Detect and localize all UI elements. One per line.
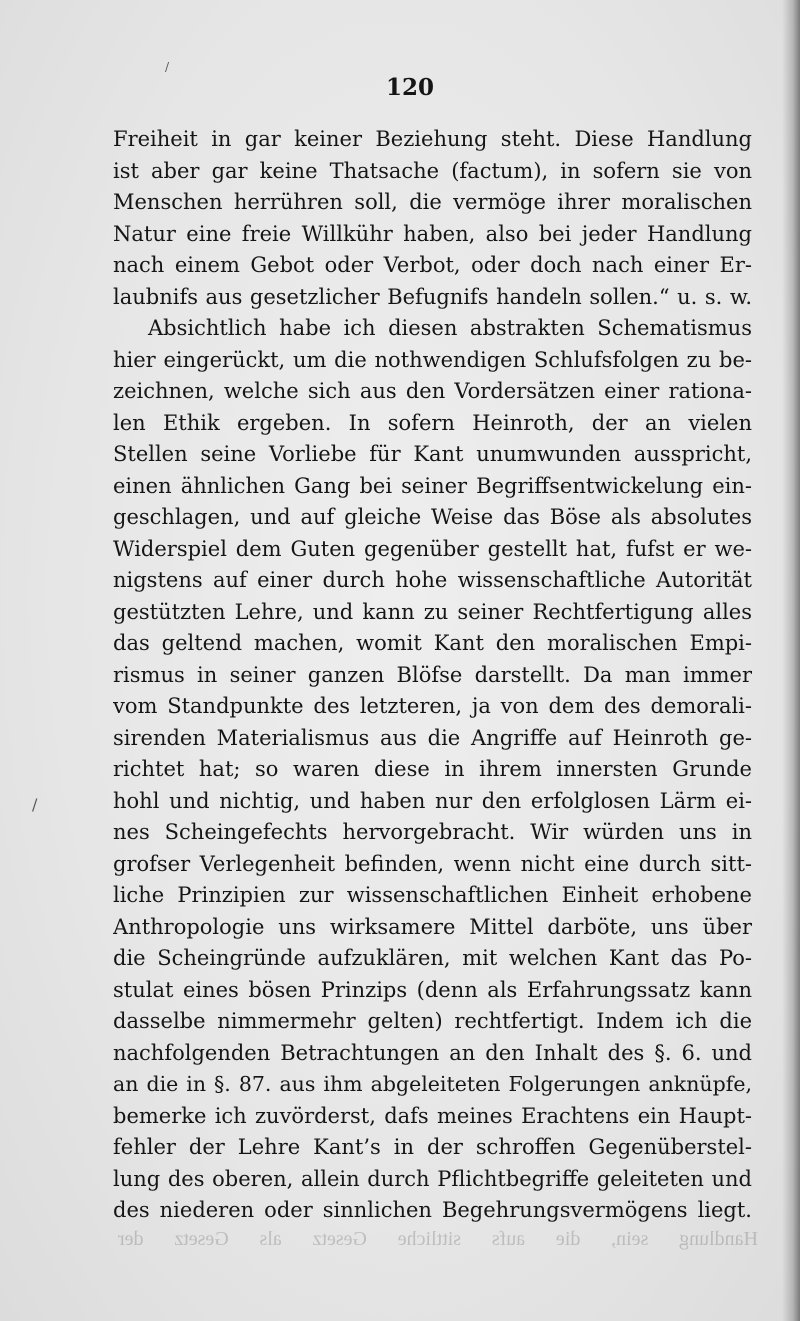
text-line: Freiheit in gar keiner Beziehung steht. Diese Handlung [113, 127, 752, 151]
text-line: zeichnen, welche sich aus den Vordersätzen einer rationa- [113, 379, 752, 403]
text-line: Menschen herrühren soll, die vermöge ihrer moralischen [113, 190, 752, 214]
page-number: 120 [385, 74, 434, 101]
margin-mark: / [32, 795, 38, 814]
text-line: lung des oberen, allein durch Pflichtbegriffe geleiteten und [113, 1166, 752, 1191]
text-line: nigstens auf einer durch hohe wissenschaftliche Autorität [113, 568, 752, 592]
text-line: fehler der Lehre Kant’s in der schroffen Gegenüberstel- [113, 1135, 752, 1159]
text-line: laubnifs aus gesetzlicher Befugnifs handeln sollen.“ u. s. w. [113, 284, 752, 309]
text-line: hier eingerückt, um die nothwendigen Schlufsfolgen zu be- [113, 347, 752, 372]
text-line: die Scheingründe aufzuklären, mit welchen Kant das Po- [113, 946, 752, 970]
text-line: nachfolgenden Betrachtungen an den Inhalt des §. 6. und [113, 1040, 752, 1065]
text-line: liche Prinzipien zur wissenschaftlichen Einheit erhobene [113, 883, 752, 907]
text-line: nach einem Gebot oder Verbot, oder doch nach einer Er- [113, 253, 752, 277]
text-line: Anthropologie uns wirksamere Mittel darböte, uns über [113, 914, 752, 939]
text-line: einen ähnlichen Gang bei seiner Begriffsentwickelung ein- [113, 473, 752, 498]
text-line: dasselbe nimmermehr gelten) rechtfertigt. Indem ich die [113, 1009, 752, 1033]
page-edge-shadow [782, 0, 800, 1321]
text-line: Widerspiel dem Guten gegenüber gestellt hat, fufst er we- [113, 536, 752, 561]
text-line: sirenden Materialismus aus die Angriffe auf Heinroth ge- [113, 725, 752, 750]
text-line: ist aber gar keine Thatsache (factum), in sofern sie von [113, 158, 752, 183]
text-line: an die in §. 87. aus ihm abgeleiteten Folgerungen anknüpfe, [113, 1072, 752, 1096]
text-line: nes Scheingefechts hervorgebracht. Wir würden uns in [113, 820, 752, 844]
text-line: Stellen seine Vorliebe für Kant unumwunden ausspricht, [113, 442, 752, 466]
text-line: das geltend machen, womit Kant den moralischen Empi- [113, 631, 752, 655]
text-line: grofser Verlegenheit befinden, wenn nicht eine durch sitt- [113, 851, 752, 876]
margin-mark: / [165, 60, 170, 74]
text-line: des niederen oder sinnlichen Begehrungsvermögens liegt. [113, 1198, 752, 1222]
text-line: stulat eines bösen Prinzips (denn als Erfahrungssatz kann [113, 977, 752, 1002]
text-line: hohl und nichtig, und haben nur den erfolglosen Lärm ei- [113, 788, 752, 813]
body-text [113, 124, 752, 1227]
text-line: Absichtlich habe ich diesen abstrakten Schematismus [148, 316, 752, 340]
text-line: geschlagen, und auf gleiche Weise das Böse als absolutes [113, 505, 752, 529]
text-line: vom Standpunkte des letzteren, ja von dem des demorali- [113, 694, 752, 718]
text-line: gestützten Lehre, und kann zu seiner Rechtfertigung alles [113, 599, 752, 624]
text-line: richtet hat; so waren diese in ihrem innersten Grunde [113, 757, 752, 781]
text-line: rismus in seiner ganzen Blöfse darstellt. Da man immer [113, 662, 752, 687]
text-line: len Ethik ergeben. In sofern Heinroth, der an vielen [113, 410, 752, 435]
text-line: bemerke ich zuvörderst, dafs meines Erachtens ein Haupt- [113, 1103, 752, 1128]
show-through-text: Handlung sein, die aufs sittliche Gesetz als Gesetz der [118, 1228, 758, 1250]
text-line: Natur eine freie Willkühr haben, also bei jeder Handlung [113, 221, 752, 246]
